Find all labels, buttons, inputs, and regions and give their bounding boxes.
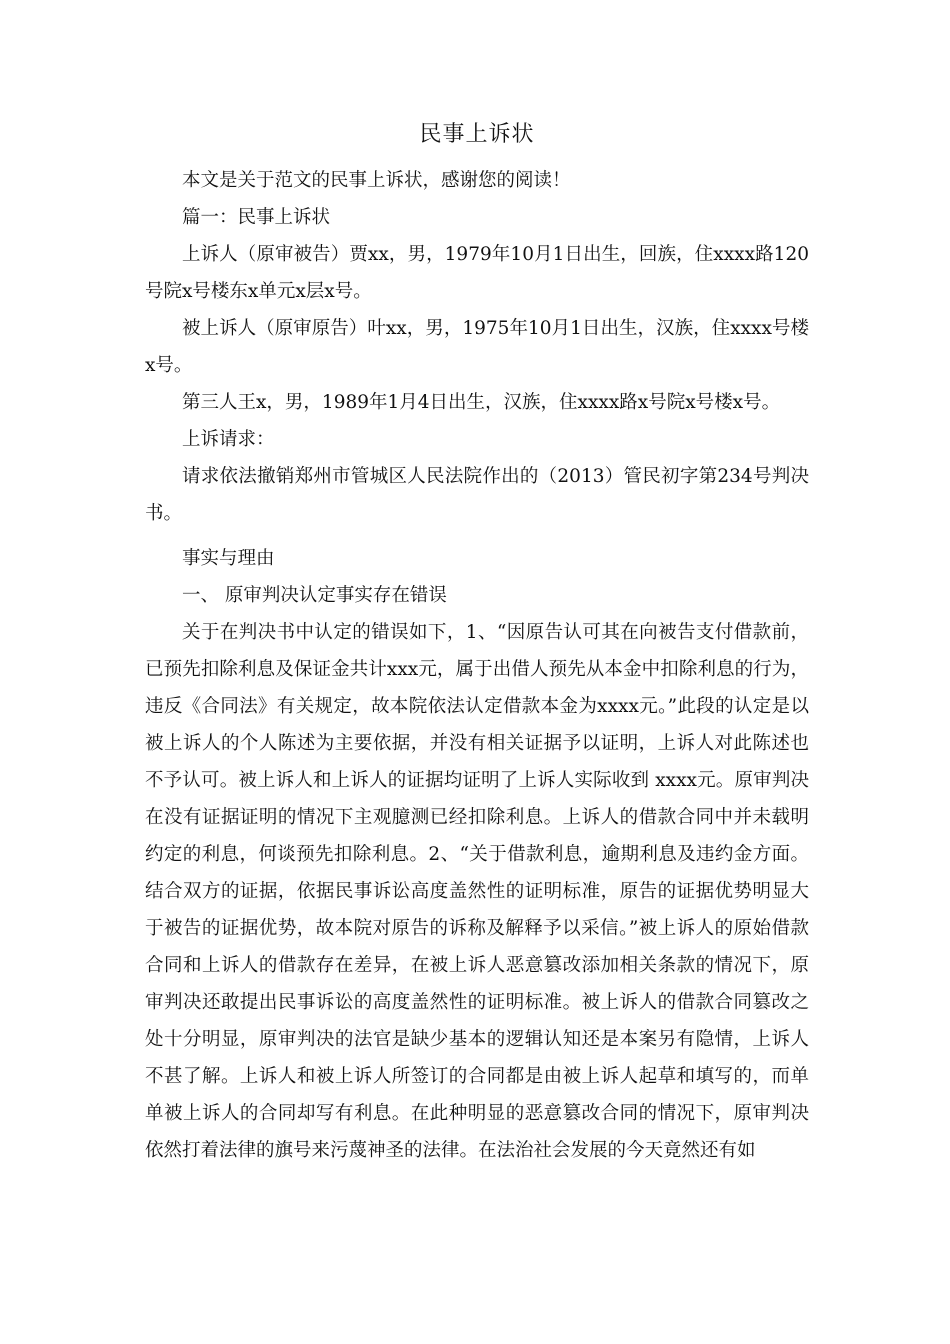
paragraph-section-one-body: 关于在判决书中认定的错误如下，1、“因原告认可其在向被告支付借款前，已预先扣除利息及保证金共计xxx元，属于出借人预先从本金中扣除利息的行为，违反《合同法》有关规定，故本院依法认定借款本金为xxxx元。”此段的认定是以被上诉人的个人陈述为主要依据，并没有相关证据予以证明，上诉人对此陈述也不予认可。被上诉人和上诉人的证据均证明了上诉人实际收到 xxxx元。原审判决在没有证据证明的情况下主观臆测已经扣除利息。上诉人的借款合同中并未载明约定的利息，何谈预先扣除利息。2、“关于借款利息，逾期利息及违约金方面。结合双方的证据，依据民事诉讼高度盖然性的证明标准，原告的证据优势明显大于被告的证据优势，故本院对原告的诉称及解释予以采信。”被上诉人的原始借款合同和上诉人的借款存在差异，在被上诉人恶意篡改添加相关条款的情况下，原审判决还敢提出民事诉讼的高度盖然性的证明标准。被上诉人的借款合同篡改之处十分明显，原审判决的法官是缺少基本的逻辑认知还是本案另有隐情，上诉人不甚了解。上诉人和被上诉人所签订的合同都是由被上诉人起草和填写的，而单单被上诉人的合同却写有利息。在此种明显的恶意篡改合同的情况下，原审判决依然打着法律的旗号来污蔑神圣的法律。在法治社会发展的今天竟然还有如 — [145, 622, 809, 1161]
paragraph-appellant: 上诉人（原审被告）贾xx，男，1979年10月1日出生，回族，住xxxx路120号院x号楼东x单元x层x号。 — [145, 244, 809, 302]
paragraph-section-one-heading: 一、 原审判决认定事实存在错误 — [182, 585, 447, 606]
paragraph-chapter-heading: 篇一：民事上诉状 — [182, 207, 331, 228]
paragraph-claims: 请求依法撤销郑州市管城区人民法院作出的（2013）管民初字第234号判决书。 — [145, 466, 809, 524]
paragraph-appellee: 被上诉人（原审原告）叶xx，男，1975年10月1日出生，汉族，住xxxx号楼x号。 — [145, 318, 809, 376]
paragraph-claims-heading: 上诉请求： — [182, 429, 275, 450]
paragraph-facts-heading: 事实与理由 — [182, 548, 275, 569]
document-title: 民事上诉状 — [419, 122, 535, 147]
paragraph-intro: 本文是关于范文的民事上诉状，感谢您的阅读！ — [182, 170, 571, 191]
paragraph-third-party: 第三人王x，男，1989年1月4日出生，汉族，住xxxx路x号院x号楼x号。 — [182, 392, 781, 413]
document-body — [145, 112, 809, 1169]
